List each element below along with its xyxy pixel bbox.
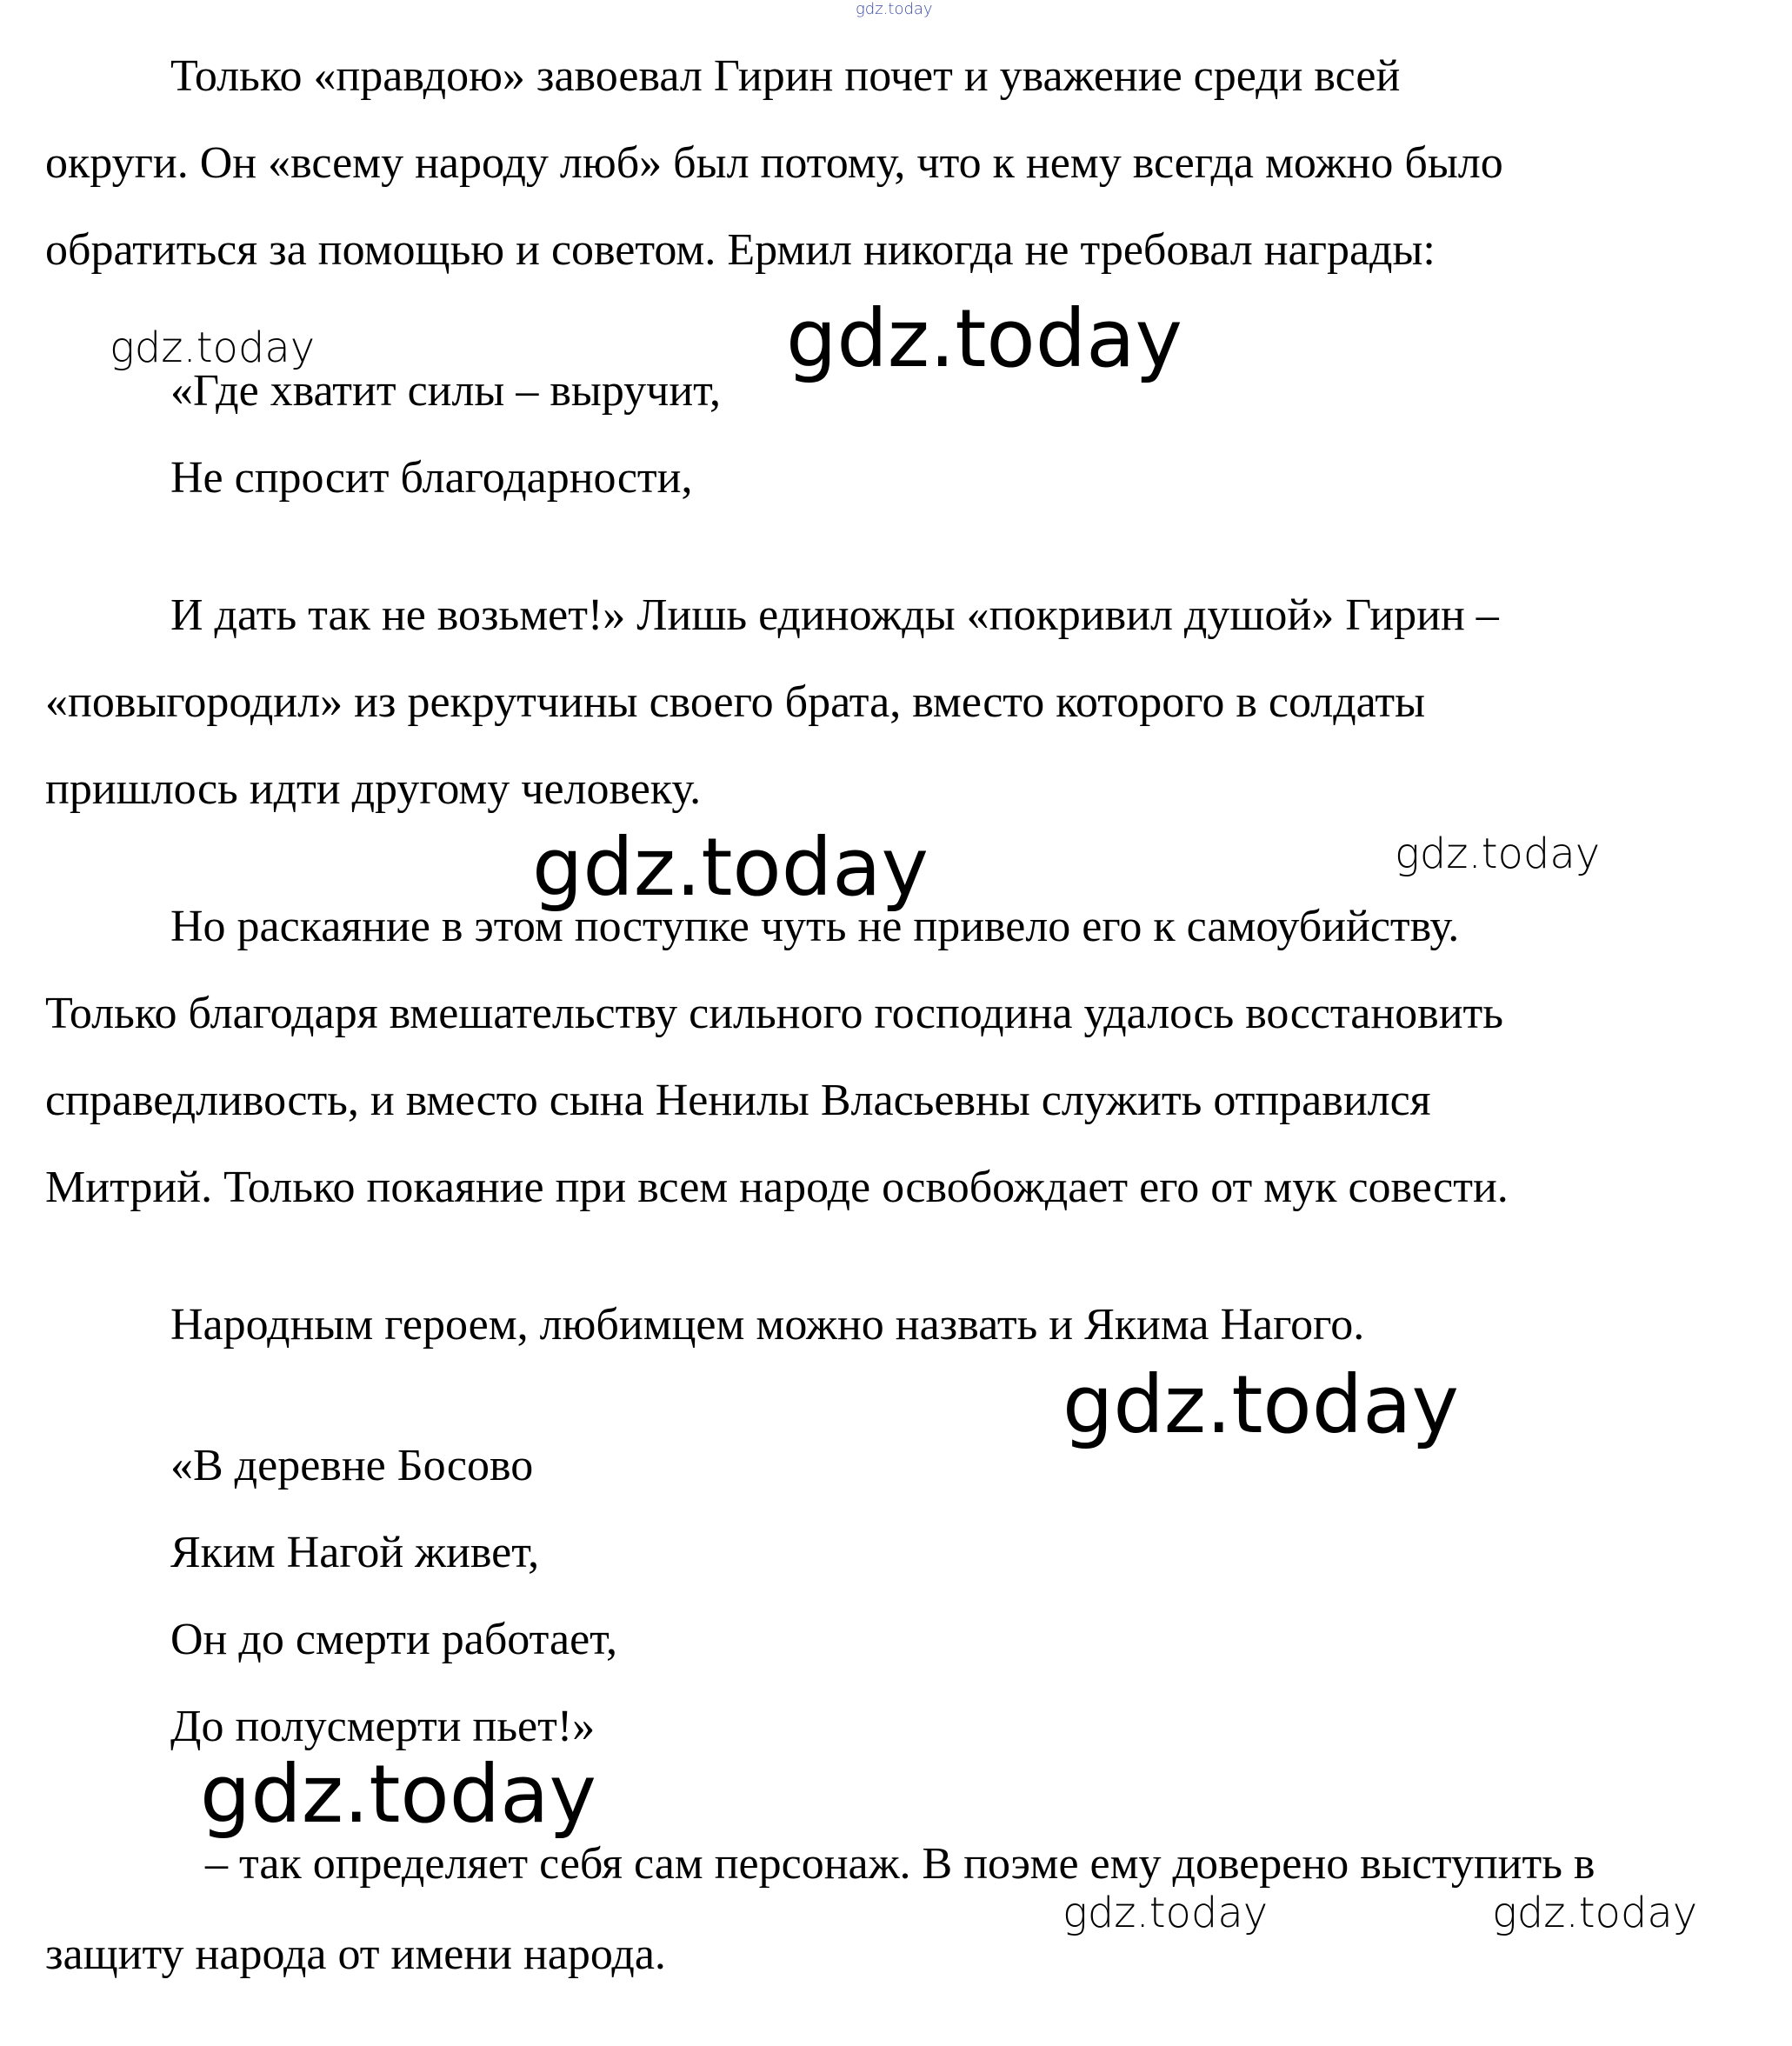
watermark: gdz.today [110, 323, 316, 372]
text-line: Не спросит благодарности, [170, 453, 693, 503]
text-line: – так определяет себя сам персонаж. В поэме ему доверено выступить в [205, 1839, 1595, 1889]
watermark: gdz.today [200, 1748, 596, 1841]
watermark: gdz.today [1395, 830, 1601, 878]
watermark: gdz.today [532, 821, 929, 914]
text-line: пришлось идти другому человеку. [45, 764, 702, 814]
text-line: Он до смерти работает, [170, 1615, 617, 1664]
watermark: gdz.today [1492, 1889, 1698, 1937]
text-line: справедливость, и вместо сына Ненилы Власьевны служить отправился [45, 1076, 1431, 1125]
text-line: Яким Нагой живет, [170, 1528, 540, 1577]
text-line: «Где хватит силы – выручит, [170, 366, 721, 416]
watermark: gdz.today [1063, 1889, 1269, 1937]
text-line: «В деревне Босово [170, 1441, 534, 1490]
text-line: округи. Он «всему народу люб» был потому, что к нему всегда можно было [45, 138, 1503, 188]
text-line: И дать так не возьмет!» Лишь единожды «покривил душой» Гирин – [170, 590, 1499, 640]
text-line: защиту народа от имени народа. [45, 1929, 666, 1979]
text-line: Народным героем, любимцем можно назвать и Якима Нагого. [170, 1300, 1365, 1350]
text-line: обратиться за помощью и советом. Ермил никогда не требовал награды: [45, 225, 1436, 275]
text-line: Митрий. Только покаяние при всем народе освобождает его от мук совести. [45, 1163, 1509, 1212]
text-line: До полусмерти пьет!» [170, 1702, 596, 1751]
watermark-top: gdz.today [856, 0, 933, 18]
text-line: Только «правдою» завоевал Гирин почет и уважение среди всей [170, 51, 1401, 101]
text-line: Только благодаря вмешательству сильного господина удалось восстановить [45, 989, 1503, 1038]
text-line: «повыгородил» из рекрутчины своего брата, вместо которого в солдаты [45, 677, 1426, 727]
watermark: gdz.today [786, 292, 1182, 385]
watermark: gdz.today [1063, 1358, 1459, 1451]
text-line: Но раскаяние в этом поступке чуть не привело его к самоубийству. [170, 902, 1460, 951]
